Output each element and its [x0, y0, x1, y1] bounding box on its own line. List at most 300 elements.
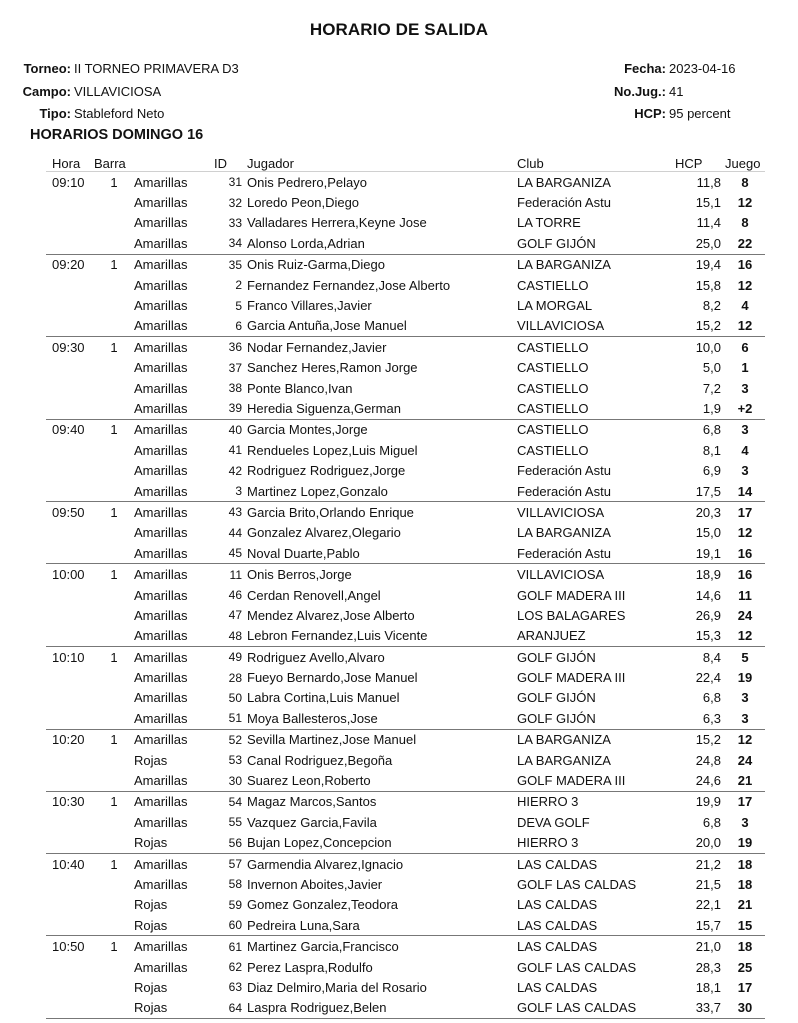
cell-hcp: 20,3	[695, 504, 721, 520]
cell-hora	[46, 398, 94, 419]
cell-id: 56	[214, 833, 247, 854]
cell-hcp: 15,2	[675, 316, 725, 337]
cell-hora	[46, 585, 94, 605]
cell-hora	[46, 213, 94, 233]
cell-tee: Amarillas	[134, 215, 188, 231]
meta-campo	[0, 80, 260, 103]
cell-tee: Amarillas	[134, 649, 188, 665]
cell-id: 41	[228, 443, 242, 458]
table-body	[46, 172, 765, 1019]
cell-juego: 14	[725, 481, 765, 502]
cell-club: CASTIELLO	[517, 339, 589, 355]
cell-juego: 24	[737, 607, 753, 623]
cell-juego: 18	[737, 939, 753, 955]
cell-tee: Amarillas	[134, 732, 188, 748]
cell-hora: 10:20	[52, 732, 85, 748]
cell-club: CASTIELLO	[517, 380, 589, 396]
cell-tee: Amarillas	[134, 939, 188, 955]
cell-id: 45	[214, 543, 247, 564]
cell-tee: Amarillas	[134, 567, 188, 583]
cell-barra	[94, 481, 134, 502]
cell-barra	[94, 833, 134, 854]
cell-hora: 09:20	[52, 257, 85, 273]
cell-tee: Amarillas	[134, 525, 188, 541]
table-row	[46, 295, 765, 315]
cell-tee: Rojas	[134, 833, 214, 854]
cell-club: LA TORRE	[517, 215, 581, 231]
cell-tee: Rojas	[134, 752, 168, 768]
cell-club: GOLF MADERA III	[517, 770, 675, 791]
cell-juego: 17	[737, 504, 753, 520]
cell-id: 39	[214, 398, 247, 419]
cell-tee: Amarillas	[134, 257, 188, 273]
cell-id: 60	[214, 915, 247, 936]
cell-hora: 10:40	[52, 856, 85, 872]
cell-hcp: 28,3	[695, 959, 721, 975]
cell-hcp: 17,5	[675, 481, 725, 502]
table-row	[46, 729, 765, 750]
cell-hora: 09:50	[52, 504, 85, 520]
cell-hora	[46, 957, 94, 977]
meta-label: Tipo:	[39, 106, 71, 122]
cell-jugador: Rodriguez Avello,Alvaro	[247, 649, 385, 665]
cell-juego: 3	[725, 708, 765, 729]
cell-tee: Amarillas	[134, 339, 188, 355]
cell-id: 51	[214, 708, 247, 729]
cell-tee: Amarillas	[134, 504, 188, 520]
cell-club: LAS CALDAS	[517, 915, 675, 936]
cell-hora: 10:00	[52, 567, 85, 583]
cell-club: CASTIELLO	[517, 277, 589, 293]
cell-juego: 30	[725, 998, 765, 1019]
cell-jugador: Gonzalez Alvarez,Olegario	[247, 525, 401, 541]
cell-id: 30	[214, 770, 247, 791]
cell-tee: Amarillas	[134, 360, 188, 376]
cell-id: 62	[228, 960, 242, 975]
cell-tee: Amarillas	[134, 398, 214, 419]
cell-barra: 1	[110, 257, 118, 273]
cell-barra	[94, 770, 134, 791]
cell-hcp: 22,4	[695, 670, 721, 686]
cell-hora	[46, 295, 94, 315]
cell-id: 50	[228, 690, 242, 705]
cell-jugador: Cerdan Renovell,Angel	[247, 587, 381, 603]
cell-juego: 12	[737, 195, 753, 211]
cell-hcp: 21,0	[695, 939, 721, 955]
cell-hora	[46, 316, 94, 337]
cell-barra	[94, 915, 134, 936]
cell-hcp: 24,8	[695, 752, 721, 768]
table-row	[46, 316, 765, 337]
table-header-row	[46, 152, 765, 172]
cell-barra	[94, 213, 134, 233]
meta-num-jugadores	[560, 80, 790, 103]
cell-id: 40	[228, 422, 242, 437]
cell-hcp: 21,2	[695, 856, 721, 872]
cell-hora	[46, 915, 94, 936]
meta-label: Torneo:	[23, 60, 71, 76]
cell-juego: 11	[738, 587, 752, 603]
table-row	[46, 213, 765, 233]
cell-juego: 24	[737, 752, 753, 768]
cell-jugador: Alonso Lorda,Adrian	[247, 233, 517, 254]
cell-barra	[94, 192, 134, 212]
cell-hcp: 15,2	[695, 732, 721, 748]
cell-club: ARANJUEZ	[517, 626, 675, 647]
cell-club: DEVA GOLF	[517, 814, 590, 830]
cell-club: LAS CALDAS	[517, 939, 598, 955]
cell-tee: Amarillas	[134, 174, 188, 190]
table-row	[46, 605, 765, 625]
cell-barra	[94, 295, 134, 315]
cell-tee: Amarillas	[134, 770, 214, 791]
cell-juego: 16	[725, 543, 765, 564]
table-row	[46, 874, 765, 894]
cell-jugador: Martinez Lopez,Gonzalo	[247, 481, 517, 502]
cell-club: CASTIELLO	[517, 398, 675, 419]
cell-hcp: 21,5	[695, 876, 721, 892]
cell-hora	[46, 812, 94, 832]
cell-tee: Amarillas	[134, 543, 214, 564]
cell-club: GOLF MADERA III	[517, 670, 626, 686]
cell-hora	[46, 750, 94, 770]
meta-value: 41	[669, 83, 684, 99]
cell-barra	[94, 605, 134, 625]
cell-id: 35	[228, 257, 242, 272]
cell-id: 28	[228, 670, 242, 685]
cell-jugador: Fernandez Fernandez,Jose Alberto	[247, 277, 451, 293]
cell-club: GOLF GIJÓN	[517, 233, 675, 254]
cell-club: LOS BALAGARES	[517, 607, 626, 623]
meta-label: HCP:	[634, 106, 666, 122]
cell-id: 3	[214, 481, 247, 502]
cell-hcp: 8,2	[702, 298, 721, 314]
cell-id: 54	[228, 794, 242, 809]
header-hora: Hora	[46, 152, 94, 172]
cell-club: CASTIELLO	[517, 360, 589, 376]
cell-barra	[94, 398, 134, 419]
cell-jugador: Rendueles Lopez,Luis Miguel	[247, 442, 418, 458]
cell-club: LA BARGANIZA	[517, 752, 611, 768]
cell-hcp: 8,4	[702, 649, 721, 665]
cell-jugador: Onis Berros,Jorge	[247, 567, 352, 583]
cell-juego: 3	[741, 814, 749, 830]
table-row	[46, 791, 765, 812]
table-row	[46, 192, 765, 212]
cell-hcp: 6,8	[702, 814, 721, 830]
cell-tee: Amarillas	[134, 876, 188, 892]
table-row	[46, 378, 765, 398]
cell-jugador: Garcia Montes,Jorge	[247, 422, 368, 438]
cell-tee: Amarillas	[134, 233, 214, 254]
cell-hora	[46, 688, 94, 708]
table-row	[46, 337, 765, 358]
cell-hcp: 22,1	[695, 897, 721, 913]
cell-hcp: 19,4	[695, 257, 721, 273]
cell-tee: Amarillas	[134, 442, 188, 458]
cell-id: 11	[229, 567, 242, 582]
cell-id: 52	[228, 732, 242, 747]
cell-id: 37	[228, 360, 242, 375]
cell-id: 63	[228, 980, 242, 995]
cell-barra: 1	[110, 939, 118, 955]
cell-barra	[94, 440, 134, 460]
cell-jugador: Valladares Herrera,Keyne Jose	[247, 215, 427, 231]
cell-jugador: Nodar Fernandez,Javier	[247, 339, 387, 355]
cell-hcp: 7,2	[702, 380, 721, 396]
meta-label: No.Jug.:	[614, 83, 666, 99]
cell-club: LAS CALDAS	[517, 856, 598, 872]
meta-tipo	[0, 102, 260, 125]
cell-club: VILLAVICIOSA	[517, 504, 605, 520]
cell-id: 36	[228, 340, 242, 355]
cell-barra	[94, 708, 134, 729]
cell-tee: Rojas	[134, 979, 168, 995]
cell-juego: 12	[737, 732, 753, 748]
cell-hora	[46, 605, 94, 625]
cell-id: 42	[228, 463, 242, 478]
cell-tee: Amarillas	[134, 670, 188, 686]
cell-hcp: 5,0	[702, 360, 721, 376]
cell-barra: 1	[110, 856, 118, 872]
cell-club: GOLF GIJÓN	[517, 690, 596, 706]
cell-juego: 12	[725, 316, 765, 337]
cell-hcp: 15,8	[695, 277, 721, 293]
cell-juego: 5	[741, 649, 749, 665]
cell-club: LA BARGANIZA	[517, 174, 611, 190]
table-row	[46, 419, 765, 440]
cell-hora	[46, 192, 94, 212]
cell-tee: Amarillas	[134, 422, 188, 438]
cell-id: 61	[228, 939, 242, 954]
cell-hcp: 1,9	[675, 398, 725, 419]
cell-jugador: Lebron Fernandez,Luis Vicente	[247, 626, 517, 647]
cell-jugador: Loredo Peon,Diego	[247, 195, 360, 211]
cell-juego: 12	[737, 277, 753, 293]
cell-hora: 10:10	[52, 649, 85, 665]
meta-hcp	[560, 102, 790, 125]
cell-juego: 25	[737, 959, 753, 975]
cell-jugador: Garcia Brito,Orlando Enrique	[247, 504, 414, 520]
table-row	[46, 626, 765, 647]
meta-label: Campo:	[22, 83, 71, 99]
cell-barra	[94, 316, 134, 337]
cell-juego: 12	[737, 525, 753, 541]
meta-label: Fecha:	[624, 60, 666, 76]
cell-club: LA BARGANIZA	[517, 257, 611, 273]
cell-hcp: 15,3	[675, 626, 725, 647]
cell-jugador: Garcia Antuña,Jose Manuel	[247, 316, 517, 337]
cell-juego: 16	[737, 257, 753, 273]
cell-juego: 8	[741, 215, 749, 231]
table-row	[46, 936, 765, 957]
table-row	[46, 275, 765, 295]
cell-id: 2	[235, 278, 242, 293]
cell-jugador: Mendez Alvarez,Jose Alberto	[247, 607, 415, 623]
cell-club: LA BARGANIZA	[517, 525, 611, 541]
cell-juego: 21	[737, 897, 753, 913]
table-row	[46, 398, 765, 419]
cell-hcp: 6,3	[675, 708, 725, 729]
header-club: Club	[517, 152, 675, 172]
cell-juego: 21	[725, 770, 765, 791]
cell-tee: Amarillas	[134, 856, 188, 872]
cell-jugador: Sevilla Martinez,Jose Manuel	[247, 732, 417, 748]
cell-club: CASTIELLO	[517, 442, 589, 458]
cell-club: Federación Astu	[517, 543, 675, 564]
cell-hora	[46, 543, 94, 564]
cell-barra	[94, 895, 134, 915]
table-row	[46, 708, 765, 729]
table-row	[46, 833, 765, 854]
cell-club: GOLF LAS CALDAS	[517, 998, 675, 1019]
cell-hora	[46, 833, 94, 854]
cell-id: 47	[228, 608, 242, 623]
cell-club: GOLF MADERA III	[517, 587, 626, 603]
cell-tee: Amarillas	[134, 607, 188, 623]
cell-juego: 17	[737, 979, 753, 995]
cell-jugador: Vazquez Garcia,Favila	[247, 814, 377, 830]
cell-barra	[94, 460, 134, 480]
cell-hora	[46, 378, 94, 398]
cell-jugador: Gomez Gonzalez,Teodora	[247, 897, 399, 913]
cell-hora: 09:30	[52, 339, 85, 355]
cell-hcp: 33,7	[675, 998, 725, 1019]
cell-tee: Amarillas	[134, 626, 214, 647]
header-juego: Juego	[725, 152, 765, 172]
cell-hcp: 15,1	[695, 195, 721, 211]
cell-tee: Amarillas	[134, 794, 188, 810]
cell-juego: 18	[737, 876, 753, 892]
meta-value: Stableford Neto	[74, 106, 165, 122]
meta-torneo	[0, 57, 260, 80]
event-info	[560, 57, 790, 125]
cell-jugador: Labra Cortina,Luis Manuel	[247, 690, 400, 706]
cell-hora	[46, 874, 94, 894]
meta-fecha	[560, 57, 790, 80]
cell-juego: 3	[741, 380, 749, 396]
cell-hcp: 15,0	[695, 525, 721, 541]
cell-jugador: Heredia Siguenza,German	[247, 398, 517, 419]
table-row	[46, 481, 765, 502]
cell-club: Federación Astu	[517, 463, 611, 479]
cell-barra	[94, 543, 134, 564]
header-jugador: Jugador	[247, 152, 517, 172]
document-title: HORARIO DE SALIDA	[309, 20, 489, 39]
cell-id: 48	[214, 626, 247, 647]
cell-juego: 15	[725, 915, 765, 936]
header-tee	[134, 152, 214, 172]
table-row	[46, 853, 765, 874]
cell-hora	[46, 895, 94, 915]
cell-jugador: Martinez Garcia,Francisco	[247, 939, 399, 955]
cell-hora: 10:50	[52, 939, 85, 955]
cell-club: LAS CALDAS	[517, 979, 598, 995]
cell-juego: 18	[737, 856, 753, 872]
cell-jugador: Rodriguez Rodriguez,Jorge	[247, 463, 406, 479]
cell-tee: Amarillas	[134, 316, 214, 337]
cell-club: Federación Astu	[517, 481, 675, 502]
cell-club: VILLAVICIOSA	[517, 316, 675, 337]
cell-juego: 22	[725, 233, 765, 254]
cell-hcp: 19,9	[695, 794, 721, 810]
cell-hcp: 18,1	[695, 979, 721, 995]
cell-club: GOLF GIJÓN	[517, 649, 596, 665]
cell-hora	[46, 626, 94, 647]
cell-club: LAS CALDAS	[517, 897, 598, 913]
header-hcp: HCP	[675, 152, 725, 172]
cell-hora	[46, 667, 94, 687]
cell-jugador: Garmendia Alvarez,Ignacio	[247, 856, 404, 872]
cell-hora	[46, 440, 94, 460]
cell-tee: Amarillas	[134, 690, 188, 706]
cell-tee: Amarillas	[134, 463, 188, 479]
cell-id: 58	[228, 877, 242, 892]
meta-value: II TORNEO PRIMAVERA D3	[74, 60, 239, 76]
cell-jugador: Invernon Aboites,Javier	[247, 876, 383, 892]
cell-barra	[94, 378, 134, 398]
cell-barra	[94, 523, 134, 543]
cell-id: 53	[228, 753, 242, 768]
cell-club: GOLF LAS CALDAS	[517, 959, 637, 975]
table-row	[46, 750, 765, 770]
cell-barra	[94, 688, 134, 708]
cell-barra	[94, 977, 134, 997]
table-row	[46, 172, 765, 193]
cell-id: 44	[228, 525, 242, 540]
table-row	[46, 977, 765, 997]
table-row	[46, 895, 765, 915]
cell-club: VILLAVICIOSA	[517, 567, 605, 583]
cell-barra	[94, 957, 134, 977]
cell-id: 5	[235, 298, 242, 313]
cell-hora	[46, 460, 94, 480]
table-row	[46, 667, 765, 687]
table-row	[46, 998, 765, 1019]
cell-tee: Rojas	[134, 915, 214, 936]
tournament-info	[0, 57, 260, 125]
cell-jugador: Onis Ruiz-Garma,Diego	[247, 257, 385, 273]
header-barra: Barra	[94, 152, 134, 172]
cell-club: HIERRO 3	[517, 833, 675, 854]
table-row	[46, 585, 765, 605]
cell-id: 46	[228, 588, 242, 602]
cell-barra: 1	[110, 339, 118, 355]
cell-jugador: Ponte Blanco,Ivan	[247, 380, 353, 396]
cell-hora	[46, 998, 94, 1019]
table-row	[46, 770, 765, 791]
cell-id: 55	[228, 815, 242, 830]
cell-juego: +2	[725, 398, 765, 419]
cell-hcp: 10,0	[695, 339, 721, 355]
cell-hcp: 11,8	[696, 174, 721, 190]
cell-tee: Amarillas	[134, 298, 188, 314]
cell-hora	[46, 481, 94, 502]
cell-juego: 3	[741, 422, 749, 438]
cell-barra	[94, 275, 134, 295]
cell-id: 64	[214, 998, 247, 1019]
cell-barra: 1	[110, 174, 118, 190]
cell-hcp: 11,4	[696, 215, 721, 231]
cell-hcp: 8,1	[702, 442, 721, 458]
cell-hcp: 19,1	[675, 543, 725, 564]
cell-juego: 3	[741, 463, 749, 479]
cell-juego: 6	[741, 339, 749, 355]
cell-tee: Amarillas	[134, 195, 188, 211]
cell-hcp: 6,8	[702, 690, 721, 706]
cell-hcp: 6,9	[702, 463, 721, 479]
cell-barra	[94, 626, 134, 647]
